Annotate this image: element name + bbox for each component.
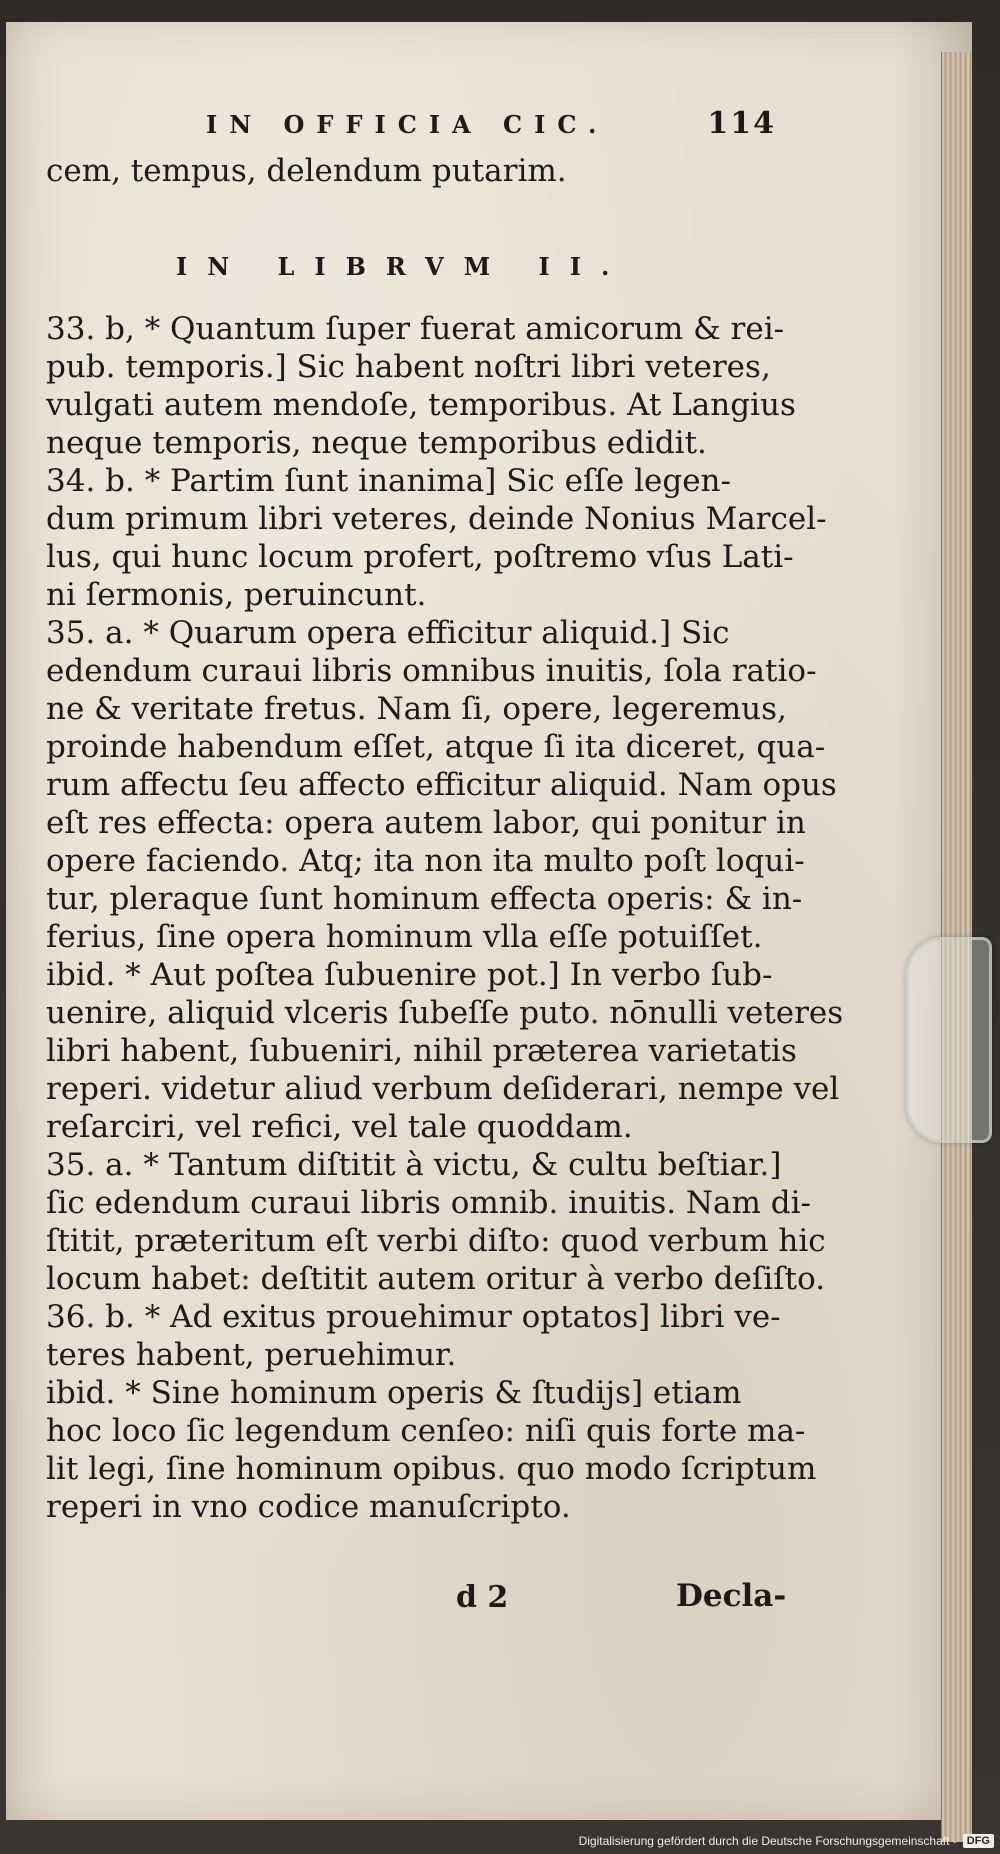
book-page — [6, 22, 972, 1820]
text-line: neque temporis, neque temporibus edidit. — [46, 425, 707, 461]
text-line: reſarciri, vel refici, vel tale quoddam. — [46, 1109, 633, 1145]
section-heading: IN LIBRVM II. — [176, 252, 630, 281]
text-line: pub. temporis.] Sic habent noſtri libri veteres, — [46, 349, 771, 385]
text-line: 35. a. * Quarum opera efficitur aliquid.] Sic — [46, 615, 730, 651]
text-line: reperi in vno codice manuſcripto. — [46, 1489, 571, 1525]
text-line: reperi. videtur aliud verbum deſiderari, nempe vel — [46, 1071, 840, 1107]
text-line: 36. b. * Ad exitus prouehimur optatos] libri ve- — [46, 1299, 781, 1335]
text-line: opere faciendo. Atq; ita non ita multo poſt loqui- — [46, 843, 805, 879]
text-line: cem, tempus, delendum putarim. — [46, 153, 567, 189]
text-line: lit legi, ſine hominum opibus. quo modo ſcriptum — [46, 1451, 817, 1487]
text-line: ferius, ſine opera hominum vlla eſſe potuiſſet. — [46, 919, 763, 955]
text-line: eſt res effecta: opera autem labor, qui ponitur in — [46, 805, 806, 841]
text-line: dum primum libri veteres, deinde Nonius Marcel- — [46, 501, 827, 537]
text-line: ne & veritate fretus. Nam ſi, opere, legeremus, — [46, 691, 787, 727]
text-line: vulgati autem mendoſe, temporibus. At Langius — [46, 387, 796, 423]
text-line: edendum curaui libris omnibus inuitis, ſola ratio- — [46, 653, 817, 689]
page-number: 114 — [707, 106, 776, 141]
text-line: libri habent, ſubueniri, nihil præterea varietatis — [46, 1033, 797, 1069]
credit-text: Digitalisierung gefördert durch die Deutsche Forschungsgemeinschaft - — [578, 1834, 957, 1848]
signature-mark: d 2 — [456, 1580, 509, 1615]
text-line: ibid. * Aut poſtea ſubuenire pot.] In verbo ſub- — [46, 957, 773, 993]
running-head-title: IN OFFICIA CIC. — [206, 110, 609, 139]
text-line: ni ſermonis, peruincunt. — [46, 577, 427, 613]
text-line: teres habent, peruehimur. — [46, 1337, 457, 1373]
text-line: 35. a. * Tantum diſtitit à victu, & cultu beſtiar.] — [46, 1147, 782, 1183]
running-head — [206, 106, 776, 150]
text-line: ſic edendum curaui libris omnib. inuitis. Nam di- — [46, 1185, 812, 1221]
page-clip — [906, 937, 992, 1143]
text-line: lus, qui hunc locum profert, poſtremo vſus Lati- — [46, 539, 794, 575]
catchword: Decla- — [676, 1578, 787, 1614]
text-line: rum affectu ſeu affecto efficitur aliquid. Nam opus — [46, 767, 837, 803]
text-line: 33. b, * Quantum ſuper fuerat amicorum & rei- — [46, 311, 785, 347]
text-line: 34. b. * Partim ſunt inanima] Sic eſſe legen- — [46, 463, 731, 499]
text-line: proinde habendum eſſet, atque ſi ita diceret, qua- — [46, 729, 826, 765]
text-line: locum habet: deſtitit autem oritur à verbo deſiſto. — [46, 1261, 826, 1297]
text-line: uenire, aliquid vlceris ſubeſſe puto. nōnulli veteres — [46, 995, 844, 1031]
text-line: ſtitit, præteritum eſt verbi diſto: quod verbum hic — [46, 1223, 826, 1259]
digitization-credit — [579, 1830, 994, 1852]
text-line: tur, pleraque ſunt hominum effecta operis: & in- — [46, 881, 803, 917]
text-line: ibid. * Sine hominum operis & ſtudijs] etiam — [46, 1375, 742, 1411]
text-line: hoc loco ſic legendum cenſeo: niſi quis forte ma- — [46, 1413, 806, 1449]
dfg-logo: DFG — [963, 1834, 994, 1848]
